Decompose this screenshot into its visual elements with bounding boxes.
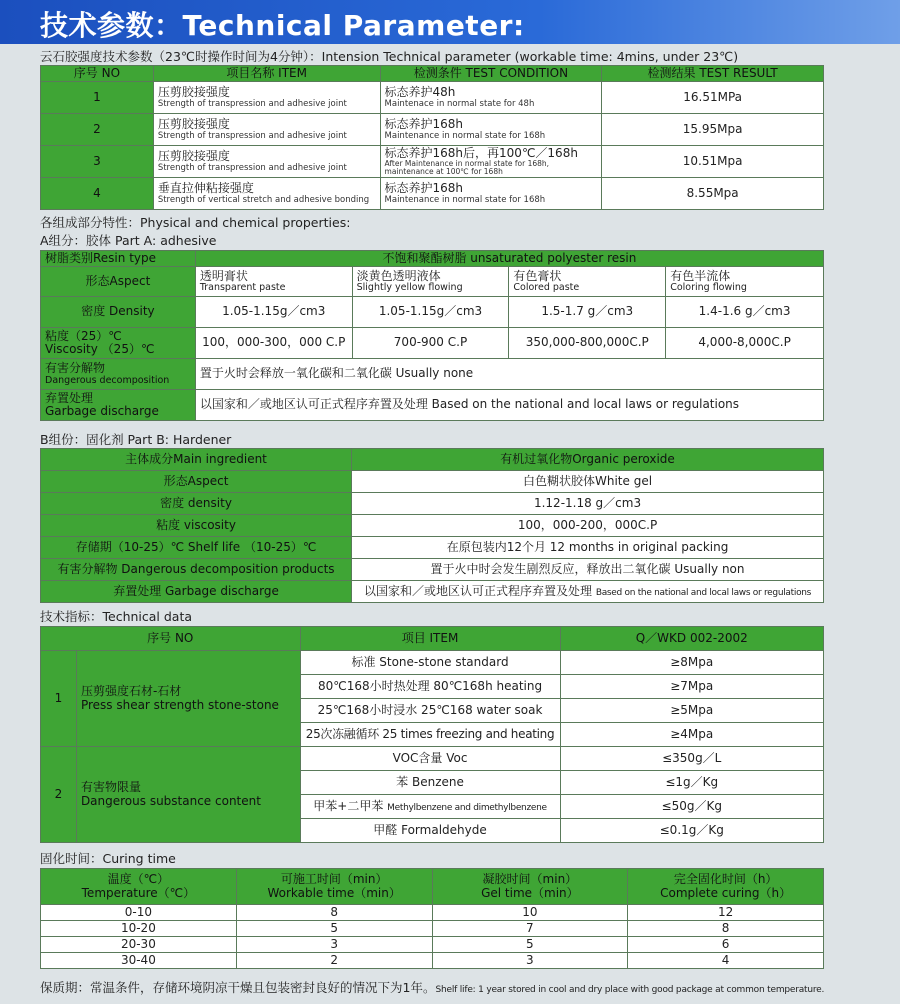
aspect-en: Slightly yellow flowing xyxy=(356,282,463,294)
table-row xyxy=(41,937,824,953)
curing-cell: 8 xyxy=(236,905,432,921)
part-b-garbage-label: 弃置处理 Garbage discharge xyxy=(41,581,352,603)
aspect-en: Colored paste xyxy=(513,282,580,294)
strength-cond-cn: 标态养护168h后，再100℃／168h xyxy=(384,146,578,161)
table-row xyxy=(41,178,824,210)
curing-cell: 3 xyxy=(432,953,628,969)
technical-data-table xyxy=(40,626,824,843)
strength-result: 8.55Mpa xyxy=(602,178,824,210)
aspect-cn: 有色膏状 xyxy=(513,268,562,283)
part-b-aspect-label: 形态Aspect xyxy=(41,471,352,493)
td-group-name-en: Press shear strength stone-stone xyxy=(80,697,279,712)
curing-cell: 2 xyxy=(236,953,432,969)
density-value: 1.5-1.7 g／cm3 xyxy=(509,297,666,328)
curing-cell: 7 xyxy=(432,921,628,937)
strength-item-cn: 压剪胶接强度 xyxy=(157,117,230,132)
aspect-cn: 淡黄色透明液体 xyxy=(356,268,441,283)
strength-no: 1 xyxy=(41,82,154,114)
td-item-value: ≥8Mpa xyxy=(560,651,824,675)
main-ingredient-value: 有机过氧化物Organic peroxide xyxy=(352,449,824,471)
viscosity-label-en: Viscosity （25）℃ xyxy=(45,342,155,356)
strength-result: 10.51Mpa xyxy=(602,146,824,178)
strength-item-en: Strength of transpression and adhesive joint xyxy=(157,98,347,109)
curing-cell: 10-20 xyxy=(41,921,237,937)
density-value: 1.4-1.6 g／cm3 xyxy=(666,297,824,328)
curing-cell: 8 xyxy=(628,921,824,937)
strength-heading: 云石胶强度技术参数（23℃时操作时间为4分钟）：Intension Technical parameter (workable time: 4mins, under 23℃) xyxy=(40,49,739,64)
strength-no: 2 xyxy=(41,114,154,146)
td-item-label: 80℃168小时热处理 80℃168h heating xyxy=(300,675,560,699)
td-group-name-en: Dangerous substance content xyxy=(80,793,261,808)
part-b-garbage-value: 以国家和／或地区认可正式程序弃置及处理 xyxy=(363,583,592,598)
shelf-life-value: 在原包装内12个月 12 months in original packing xyxy=(352,537,824,559)
td-item-label: 甲醛 Formaldehyde xyxy=(300,819,560,843)
shelf-life-note xyxy=(40,978,824,996)
strength-no: 4 xyxy=(41,178,154,210)
aspect-en: Coloring flowing xyxy=(670,282,747,294)
strength-cond-cn: 标态养护168h xyxy=(384,181,464,196)
strength-header-result: 检测结果 TEST RESULT xyxy=(602,66,824,82)
strength-table xyxy=(40,65,824,210)
decomposition-value: 置于火时会释放一氧化碳和二氧化碳 Usually none xyxy=(195,359,823,390)
td-item-label: 甲苯+二甲苯 xyxy=(313,798,384,813)
strength-item-en: Strength of vertical stretch and adhesive bonding xyxy=(157,194,370,205)
curing-cell: 20-30 xyxy=(41,937,237,953)
shelf-life-label: 存储期（10-25）℃ Shelf life （10-25）℃ xyxy=(41,537,352,559)
td-item-label-en: Methylbenzene and dimethylbenzene xyxy=(387,802,547,813)
curing-header-cn: 凝胶时间（min） xyxy=(482,872,578,887)
curing-header-cn: 完全固化时间（h） xyxy=(673,872,778,887)
main-ingredient-label: 主体成分Main ingredient xyxy=(41,449,352,471)
part-b-viscosity-label: 粘度 viscosity xyxy=(41,515,352,537)
part-a-heading: A组分：胶体 Part A: adhesive xyxy=(40,233,217,248)
table-row xyxy=(41,82,824,114)
part-b-garbage-value-en: Based on the national and local laws or regulations xyxy=(595,587,812,598)
curing-header-en: Gel time（min） xyxy=(481,885,579,900)
curing-header-cn: 可施工时间（min） xyxy=(280,872,388,887)
decomposition-label-cn: 有害分解物 xyxy=(45,361,106,376)
strength-cond-en: Maintenance in normal state for 168h xyxy=(384,130,546,141)
part-b-aspect-value: 白色糊状胶体White gel xyxy=(352,471,824,493)
td-item-label: 25次冻融循环 25 times freezing and heating xyxy=(300,723,560,747)
curing-cell: 6 xyxy=(628,937,824,953)
aspect-cn: 透明膏状 xyxy=(199,268,248,283)
table-row xyxy=(41,953,824,969)
strength-cond-cn: 标态养护48h xyxy=(384,85,456,100)
density-value: 1.05-1.15g／cm3 xyxy=(195,297,352,328)
curing-header-en: Temperature（℃） xyxy=(81,885,196,900)
strength-item-cn: 垂直拉伸粘接强度 xyxy=(157,181,254,196)
shelf-life-note-en: Shelf life: 1 year stored in cool and dry place with good package at common temperature. xyxy=(435,985,825,995)
garbage-label-cn: 弃置处理 xyxy=(45,390,94,405)
strength-item-en: Strength of transpression and adhesive joint xyxy=(157,162,347,173)
technical-data-heading: 技术指标：Technical data xyxy=(40,609,193,624)
viscosity-value: 350,000-800,000C.P xyxy=(509,328,666,359)
table-row xyxy=(41,921,824,937)
td-item-value: ≥4Mpa xyxy=(560,723,824,747)
strength-item-en: Strength of transpression and adhesive joint xyxy=(157,130,347,141)
td-item-value: ≥7Mpa xyxy=(560,675,824,699)
page-title: 技术参数：Technical Parameter: xyxy=(40,9,525,42)
curing-time-heading: 固化时间：Curing time xyxy=(40,851,176,866)
curing-cell: 3 xyxy=(236,937,432,953)
viscosity-value: 700-900 C.P xyxy=(352,328,509,359)
decomposition-label-en: Dangerous decomposition xyxy=(45,374,170,386)
part-a-table xyxy=(40,250,824,421)
td-header-no: 序号 NO xyxy=(41,627,301,651)
td-item-label: 标准 Stone-stone standard xyxy=(300,651,560,675)
garbage-label-en: Garbage discharge xyxy=(45,404,159,418)
curing-cell: 5 xyxy=(432,937,628,953)
td-item-value: ≤1g／Kg xyxy=(560,771,824,795)
td-item-label: 25℃168小时浸水 25℃168 water soak xyxy=(300,699,560,723)
viscosity-label-cn: 粘度（25）℃ xyxy=(45,328,122,343)
td-header-item: 项目 ITEM xyxy=(300,627,560,651)
density-label: 密度 Density xyxy=(41,297,196,328)
aspect-label: 形态Aspect xyxy=(41,267,196,297)
td-item-label: 苯 Benzene xyxy=(300,771,560,795)
part-b-decomposition-label: 有害分解物 Dangerous decomposition products xyxy=(41,559,352,581)
properties-heading: 各组成部分特性：Physical and chemical properties: xyxy=(40,215,351,230)
td-item-value: ≤350g／L xyxy=(560,747,824,771)
aspect-en: Transparent paste xyxy=(199,282,286,294)
td-item-value: ≥5Mpa xyxy=(560,699,824,723)
curing-cell: 0-10 xyxy=(41,905,237,921)
title-banner xyxy=(0,0,900,44)
td-group-name-cn: 有害物限量 xyxy=(80,780,141,795)
part-b-table xyxy=(40,448,824,603)
strength-cond-en: After Maintenance in normal state for 168h, maintenance at 100℃ for 168h xyxy=(384,159,550,177)
aspect-cn: 有色半流体 xyxy=(670,268,731,283)
viscosity-value: 4,000-8,000C.P xyxy=(666,328,824,359)
curing-cell: 4 xyxy=(628,953,824,969)
density-value: 1.05-1.15g／cm3 xyxy=(352,297,509,328)
part-b-decomposition-value: 置于火中时会发生剧烈反应，释放出二氧化碳 Usually non xyxy=(352,559,824,581)
part-b-viscosity-value: 100，000-200，000C.P xyxy=(352,515,824,537)
strength-cond-cn: 标态养护168h xyxy=(384,117,464,132)
part-b-density-value: 1.12-1.18 g／cm3 xyxy=(352,493,824,515)
strength-no: 3 xyxy=(41,146,154,178)
strength-result: 15.95Mpa xyxy=(602,114,824,146)
strength-result: 16.51MPa xyxy=(602,82,824,114)
td-item-value: ≤0.1g／Kg xyxy=(560,819,824,843)
curing-header-en: Workable time（min） xyxy=(267,885,401,900)
garbage-value: 以国家和／或地区认可正式程序弃置及处理 Based on the national and local laws or regulations xyxy=(195,390,823,421)
shelf-life-note-cn: 保质期：常温条件，存储环境阴凉干燥且包装密封良好的情况下为1年。 xyxy=(40,980,436,995)
strength-item-cn: 压剪胶接强度 xyxy=(157,85,230,100)
td-item-label: VOC含量 Voc xyxy=(300,747,560,771)
resin-type-label: 树脂类别Resin type xyxy=(41,251,196,267)
td-group-name-cn: 压剪强度石材-石材 xyxy=(80,684,182,699)
strength-cond-en: Maintenance in normal state for 168h xyxy=(384,194,546,205)
strength-header-condition: 检测条件 TEST CONDITION xyxy=(380,66,602,82)
strength-cond-en: Maintenace in normal state for 48h xyxy=(384,98,535,109)
td-group-no: 1 xyxy=(41,651,77,747)
part-b-density-label: 密度 density xyxy=(41,493,352,515)
curing-header-en: Complete curing（h） xyxy=(660,885,792,900)
strength-header-item: 项目名称 ITEM xyxy=(153,66,380,82)
curing-cell: 30-40 xyxy=(41,953,237,969)
table-row xyxy=(41,114,824,146)
td-item-value: ≤50g／Kg xyxy=(560,795,824,819)
curing-header-cn: 温度（℃） xyxy=(107,872,170,887)
strength-header-no: 序号 NO xyxy=(41,66,154,82)
td-group-no: 2 xyxy=(41,747,77,843)
viscosity-value: 100，000-300，000 C.P xyxy=(195,328,352,359)
strength-item-cn: 压剪胶接强度 xyxy=(157,149,230,164)
curing-cell: 12 xyxy=(628,905,824,921)
curing-cell: 10 xyxy=(432,905,628,921)
table-row xyxy=(41,905,824,921)
curing-time-table xyxy=(40,868,824,969)
curing-cell: 5 xyxy=(236,921,432,937)
td-header-standard: Q／WKD 002-2002 xyxy=(560,627,824,651)
part-b-heading: B组份：固化剂 Part B: Hardener xyxy=(40,432,232,447)
resin-type-value: 不饱和聚酯树脂 unsaturated polyester resin xyxy=(195,251,823,267)
table-row xyxy=(41,146,824,178)
